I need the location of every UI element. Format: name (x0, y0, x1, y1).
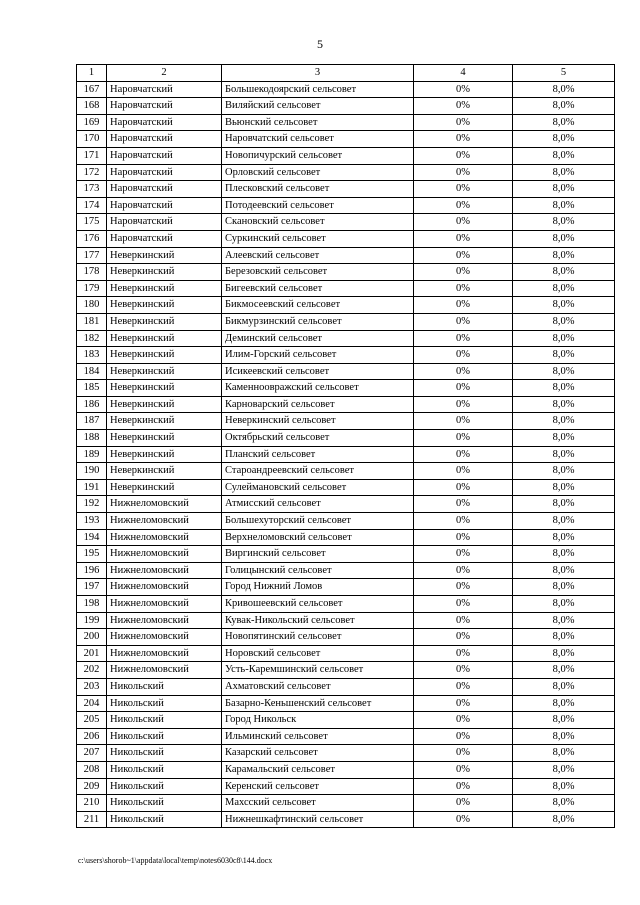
rate-cell: 8,0% (513, 81, 615, 98)
district-cell: Наровчатский (107, 131, 222, 148)
row-number-cell: 201 (77, 645, 107, 662)
district-cell: Нижнеломовский (107, 662, 222, 679)
district-cell: Нижнеломовский (107, 496, 222, 513)
table-row (77, 778, 615, 795)
district-cell: Нижнеломовский (107, 546, 222, 563)
percent-cell: 0% (414, 562, 513, 579)
district-cell: Нижнеломовский (107, 562, 222, 579)
page-number: 5 (317, 37, 323, 51)
municipality-cell: Алеевский сельсовет (222, 247, 414, 264)
district-cell: Нижнеломовский (107, 529, 222, 546)
municipality-cell: Казарский сельсовет (222, 745, 414, 762)
rate-cell: 8,0% (513, 347, 615, 364)
rate-cell: 8,0% (513, 131, 615, 148)
rate-cell: 8,0% (513, 114, 615, 131)
table-row (77, 695, 615, 712)
municipality-cell: Кривошеевский сельсовет (222, 596, 414, 613)
row-number-cell: 182 (77, 330, 107, 347)
table-row (77, 363, 615, 380)
percent-cell: 0% (414, 463, 513, 480)
rate-cell: 8,0% (513, 728, 615, 745)
district-cell: Неверкинский (107, 430, 222, 447)
percent-cell: 0% (414, 98, 513, 115)
table-row (77, 347, 615, 364)
row-number-cell: 171 (77, 147, 107, 164)
row-number-cell: 188 (77, 430, 107, 447)
rate-cell: 8,0% (513, 579, 615, 596)
district-cell: Неверкинский (107, 413, 222, 430)
percent-cell: 0% (414, 81, 513, 98)
header-cell-5: 5 (513, 65, 615, 82)
municipality-cell: Неверкинский сельсовет (222, 413, 414, 430)
table-row (77, 214, 615, 231)
district-cell: Неверкинский (107, 297, 222, 314)
row-number-cell: 185 (77, 380, 107, 397)
row-number-cell: 179 (77, 280, 107, 297)
row-number-cell: 176 (77, 230, 107, 247)
municipality-cell: Староандреевский сельсовет (222, 463, 414, 480)
district-cell: Неверкинский (107, 247, 222, 264)
municipality-cell: Бикмосеевский сельсовет (222, 297, 414, 314)
table-row (77, 413, 615, 430)
row-number-cell: 187 (77, 413, 107, 430)
rate-cell: 8,0% (513, 629, 615, 646)
rate-cell: 8,0% (513, 496, 615, 513)
row-number-cell: 186 (77, 396, 107, 413)
table-row (77, 662, 615, 679)
municipality-cell: Новопичурский сельсовет (222, 147, 414, 164)
percent-cell: 0% (414, 496, 513, 513)
table-header-row (77, 65, 615, 82)
percent-cell: 0% (414, 430, 513, 447)
rate-cell: 8,0% (513, 214, 615, 231)
rate-cell: 8,0% (513, 463, 615, 480)
table-row (77, 612, 615, 629)
rate-cell: 8,0% (513, 446, 615, 463)
table-row (77, 446, 615, 463)
row-number-cell: 202 (77, 662, 107, 679)
percent-cell: 0% (414, 446, 513, 463)
rate-cell: 8,0% (513, 562, 615, 579)
rate-cell: 8,0% (513, 811, 615, 828)
rate-cell: 8,0% (513, 413, 615, 430)
row-number-cell: 198 (77, 596, 107, 613)
district-cell: Никольский (107, 761, 222, 778)
rate-cell: 8,0% (513, 98, 615, 115)
table-row (77, 645, 615, 662)
percent-cell: 0% (414, 645, 513, 662)
rate-cell: 8,0% (513, 197, 615, 214)
table-row (77, 147, 615, 164)
municipality-cell: Город Нижний Ломов (222, 579, 414, 596)
table-row (77, 131, 615, 148)
rate-cell: 8,0% (513, 612, 615, 629)
percent-cell: 0% (414, 745, 513, 762)
table-row (77, 81, 615, 98)
row-number-cell: 174 (77, 197, 107, 214)
district-cell: Наровчатский (107, 164, 222, 181)
row-number-cell: 206 (77, 728, 107, 745)
municipality-cell: Исикеевский сельсовет (222, 363, 414, 380)
district-cell: Наровчатский (107, 230, 222, 247)
rate-cell: 8,0% (513, 712, 615, 729)
row-number-cell: 192 (77, 496, 107, 513)
row-number-cell: 190 (77, 463, 107, 480)
rate-cell: 8,0% (513, 761, 615, 778)
district-cell: Наровчатский (107, 197, 222, 214)
rate-cell: 8,0% (513, 147, 615, 164)
municipality-cell: Базарно-Кеньшенский сельсовет (222, 695, 414, 712)
table-row (77, 463, 615, 480)
row-number-cell: 205 (77, 712, 107, 729)
rate-cell: 8,0% (513, 795, 615, 812)
percent-cell: 0% (414, 579, 513, 596)
district-cell: Нижнеломовский (107, 645, 222, 662)
percent-cell: 0% (414, 662, 513, 679)
municipality-cell: Норовский сельсовет (222, 645, 414, 662)
municipality-cell: Вьюнский сельсовет (222, 114, 414, 131)
rate-cell: 8,0% (513, 280, 615, 297)
table-row (77, 728, 615, 745)
row-number-cell: 167 (77, 81, 107, 98)
header-cell-2: 2 (107, 65, 222, 82)
header-cell-3: 3 (222, 65, 414, 82)
table-row (77, 330, 615, 347)
row-number-cell: 207 (77, 745, 107, 762)
rate-cell: 8,0% (513, 645, 615, 662)
table-row (77, 678, 615, 695)
percent-cell: 0% (414, 629, 513, 646)
table-row (77, 197, 615, 214)
table-row (77, 181, 615, 198)
municipality-cell: Бигеевский сельсовет (222, 280, 414, 297)
municipality-cell: Суркинский сельсовет (222, 230, 414, 247)
rate-cell: 8,0% (513, 247, 615, 264)
row-number-cell: 173 (77, 181, 107, 198)
municipality-cell: Карамальский сельсовет (222, 761, 414, 778)
table-row (77, 745, 615, 762)
rate-cell: 8,0% (513, 430, 615, 447)
municipality-cell: Ильминский сельсовет (222, 728, 414, 745)
table-row (77, 712, 615, 729)
table-body (77, 65, 615, 828)
table-row (77, 629, 615, 646)
district-cell: Наровчатский (107, 147, 222, 164)
municipality-cell: Большекодоярский сельсовет (222, 81, 414, 98)
table-row (77, 546, 615, 563)
percent-cell: 0% (414, 347, 513, 364)
row-number-cell: 180 (77, 297, 107, 314)
table-row (77, 562, 615, 579)
district-cell: Неверкинский (107, 264, 222, 281)
row-number-cell: 168 (77, 98, 107, 115)
district-cell: Никольский (107, 695, 222, 712)
percent-cell: 0% (414, 479, 513, 496)
row-number-cell: 211 (77, 811, 107, 828)
rate-cell: 8,0% (513, 181, 615, 198)
rate-cell: 8,0% (513, 745, 615, 762)
row-number-cell: 195 (77, 546, 107, 563)
rate-cell: 8,0% (513, 596, 615, 613)
file-path-footer: c:\users\shorob~1\appdata\local\temp\notes6030c8\144.docx (78, 856, 273, 865)
row-number-cell: 208 (77, 761, 107, 778)
rate-cell: 8,0% (513, 529, 615, 546)
district-cell: Наровчатский (107, 181, 222, 198)
row-number-cell: 189 (77, 446, 107, 463)
row-number-cell: 204 (77, 695, 107, 712)
percent-cell: 0% (414, 728, 513, 745)
table-row (77, 579, 615, 596)
rate-cell: 8,0% (513, 662, 615, 679)
municipality-cell: Виляйский сельсовет (222, 98, 414, 115)
municipality-cell: Березовский сельсовет (222, 264, 414, 281)
district-cell: Нижнеломовский (107, 579, 222, 596)
municipality-cell: Новопятинский сельсовет (222, 629, 414, 646)
rate-cell: 8,0% (513, 396, 615, 413)
percent-cell: 0% (414, 197, 513, 214)
percent-cell: 0% (414, 363, 513, 380)
percent-cell: 0% (414, 596, 513, 613)
row-number-cell: 200 (77, 629, 107, 646)
district-cell: Нижнеломовский (107, 612, 222, 629)
municipality-cell: Каменноовражский сельсовет (222, 380, 414, 397)
row-number-cell: 209 (77, 778, 107, 795)
table-row (77, 761, 615, 778)
row-number-cell: 172 (77, 164, 107, 181)
district-cell: Неверкинский (107, 347, 222, 364)
district-cell: Неверкинский (107, 363, 222, 380)
row-number-cell: 184 (77, 363, 107, 380)
district-cell: Неверкинский (107, 380, 222, 397)
row-number-cell: 191 (77, 479, 107, 496)
percent-cell: 0% (414, 313, 513, 330)
municipality-cell: Сулеймановский сельсовет (222, 479, 414, 496)
rate-cell: 8,0% (513, 695, 615, 712)
percent-cell: 0% (414, 795, 513, 812)
row-number-cell: 183 (77, 347, 107, 364)
percent-cell: 0% (414, 695, 513, 712)
percent-cell: 0% (414, 712, 513, 729)
table-row (77, 513, 615, 530)
row-number-cell: 203 (77, 678, 107, 695)
table-row (77, 280, 615, 297)
rate-cell: 8,0% (513, 778, 615, 795)
table-row (77, 496, 615, 513)
municipality-cell: Наровчатский сельсовет (222, 131, 414, 148)
row-number-cell: 210 (77, 795, 107, 812)
table-row (77, 596, 615, 613)
row-number-cell: 170 (77, 131, 107, 148)
row-number-cell: 196 (77, 562, 107, 579)
row-number-cell: 194 (77, 529, 107, 546)
row-number-cell: 177 (77, 247, 107, 264)
rate-cell: 8,0% (513, 230, 615, 247)
percent-cell: 0% (414, 413, 513, 430)
municipality-cell: Большехуторский сельсовет (222, 513, 414, 530)
percent-cell: 0% (414, 131, 513, 148)
rate-cell: 8,0% (513, 546, 615, 563)
district-cell: Наровчатский (107, 81, 222, 98)
district-cell: Никольский (107, 728, 222, 745)
percent-cell: 0% (414, 811, 513, 828)
percent-cell: 0% (414, 529, 513, 546)
table-row (77, 811, 615, 828)
district-cell: Никольский (107, 678, 222, 695)
district-cell: Неверкинский (107, 396, 222, 413)
table-row (77, 297, 615, 314)
rate-cell: 8,0% (513, 330, 615, 347)
district-cell: Наровчатский (107, 98, 222, 115)
percent-cell: 0% (414, 247, 513, 264)
rate-cell: 8,0% (513, 297, 615, 314)
district-cell: Нижнеломовский (107, 513, 222, 530)
municipality-cell: Скановский сельсовет (222, 214, 414, 231)
district-cell: Нижнеломовский (107, 629, 222, 646)
municipality-cell: Махсский сельсовет (222, 795, 414, 812)
municipality-cell: Ахматовский сельсовет (222, 678, 414, 695)
district-cell: Неверкинский (107, 479, 222, 496)
district-cell: Неверкинский (107, 446, 222, 463)
municipality-cell: Кувак-Никольский сельсовет (222, 612, 414, 629)
percent-cell: 0% (414, 181, 513, 198)
municipality-cell: Планский сельсовет (222, 446, 414, 463)
district-cell: Неверкинский (107, 330, 222, 347)
table-row (77, 430, 615, 447)
percent-cell: 0% (414, 114, 513, 131)
municipality-cell: Илим-Горский сельсовет (222, 347, 414, 364)
percent-cell: 0% (414, 280, 513, 297)
municipality-cell: Город Никольск (222, 712, 414, 729)
row-number-cell: 175 (77, 214, 107, 231)
row-number-cell: 181 (77, 313, 107, 330)
rate-cell: 8,0% (513, 380, 615, 397)
table-row (77, 396, 615, 413)
municipality-cell: Керенский сельсовет (222, 778, 414, 795)
header-cell-4: 4 (414, 65, 513, 82)
percent-cell: 0% (414, 778, 513, 795)
row-number-cell: 199 (77, 612, 107, 629)
table-row (77, 479, 615, 496)
district-cell: Никольский (107, 795, 222, 812)
table-row (77, 795, 615, 812)
percent-cell: 0% (414, 230, 513, 247)
table-row (77, 529, 615, 546)
rate-cell: 8,0% (513, 479, 615, 496)
rate-cell: 8,0% (513, 363, 615, 380)
municipality-cell: Деминский сельсовет (222, 330, 414, 347)
district-cell: Никольский (107, 811, 222, 828)
percent-cell: 0% (414, 396, 513, 413)
rate-cell: 8,0% (513, 313, 615, 330)
row-number-cell: 169 (77, 114, 107, 131)
table-row (77, 114, 615, 131)
row-number-cell: 193 (77, 513, 107, 530)
table-row (77, 264, 615, 281)
district-cell: Неверкинский (107, 280, 222, 297)
percent-cell: 0% (414, 761, 513, 778)
percent-cell: 0% (414, 546, 513, 563)
rate-cell: 8,0% (513, 513, 615, 530)
district-cell: Наровчатский (107, 214, 222, 231)
data-table (76, 64, 615, 828)
rate-cell: 8,0% (513, 678, 615, 695)
header-cell-1: 1 (77, 65, 107, 82)
percent-cell: 0% (414, 264, 513, 281)
table-row (77, 313, 615, 330)
district-cell: Наровчатский (107, 114, 222, 131)
percent-cell: 0% (414, 330, 513, 347)
percent-cell: 0% (414, 678, 513, 695)
municipality-cell: Верхнеломовский сельсовет (222, 529, 414, 546)
municipality-cell: Бикмурзинский сельсовет (222, 313, 414, 330)
table-row (77, 164, 615, 181)
percent-cell: 0% (414, 164, 513, 181)
percent-cell: 0% (414, 297, 513, 314)
percent-cell: 0% (414, 147, 513, 164)
table-row (77, 380, 615, 397)
district-cell: Нижнеломовский (107, 596, 222, 613)
municipality-cell: Потодеевский сельсовет (222, 197, 414, 214)
district-cell: Никольский (107, 745, 222, 762)
municipality-cell: Орловский сельсовет (222, 164, 414, 181)
district-cell: Неверкинский (107, 463, 222, 480)
percent-cell: 0% (414, 612, 513, 629)
municipality-cell: Нижнешкафтинский сельсовет (222, 811, 414, 828)
district-cell: Никольский (107, 712, 222, 729)
row-number-cell: 178 (77, 264, 107, 281)
percent-cell: 0% (414, 380, 513, 397)
municipality-cell: Октябрьский сельсовет (222, 430, 414, 447)
rate-cell: 8,0% (513, 264, 615, 281)
municipality-cell: Атмисский сельсовет (222, 496, 414, 513)
table-row (77, 247, 615, 264)
row-number-cell: 197 (77, 579, 107, 596)
municipality-cell: Плесковский сельсовет (222, 181, 414, 198)
percent-cell: 0% (414, 214, 513, 231)
district-cell: Неверкинский (107, 313, 222, 330)
table-row (77, 98, 615, 115)
municipality-cell: Карноварский сельсовет (222, 396, 414, 413)
table-row (77, 230, 615, 247)
district-cell: Никольский (107, 778, 222, 795)
municipality-cell: Усть-Каремшинский сельсовет (222, 662, 414, 679)
percent-cell: 0% (414, 513, 513, 530)
municipality-cell: Голицынский сельсовет (222, 562, 414, 579)
rate-cell: 8,0% (513, 164, 615, 181)
municipality-cell: Виргинский сельсовет (222, 546, 414, 563)
